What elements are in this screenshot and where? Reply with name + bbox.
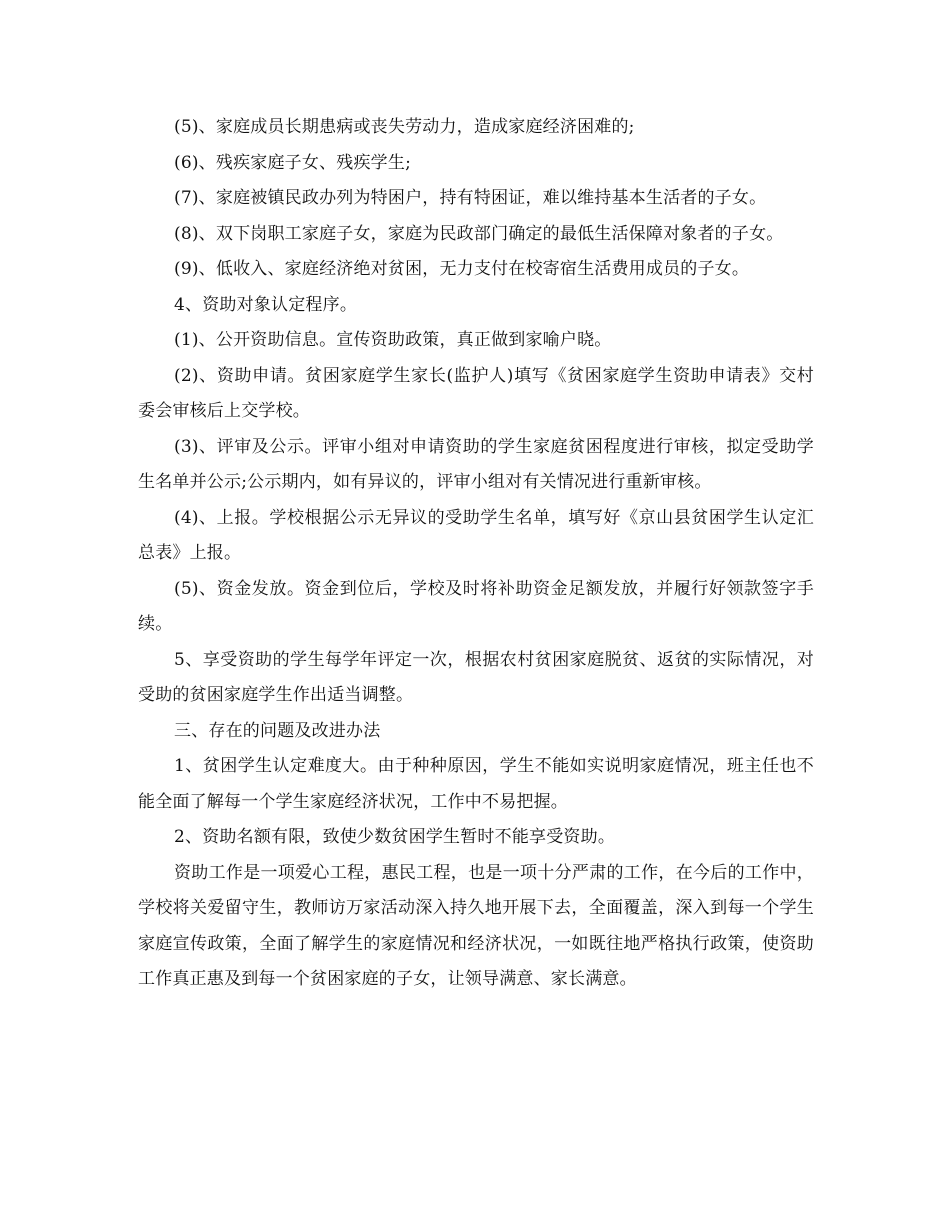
paragraph-step-4-report: (4)、上报。学校根据公示无异议的受助学生名单，填写好《京山县贫困学生认定汇总表》上报。: [138, 507, 814, 563]
paragraph-item-9-low-income: (9)、低收入、家庭经济绝对贫困，无力支付在校寄宿生活费用成员的子女。: [174, 259, 750, 279]
paragraph-step-2-application: (2)、资助申请。贫困家庭学生家长(监护人)填写《贫困家庭学生资助申请表》交村委会审核后上交学校。: [138, 365, 814, 421]
section-heading-problems: 三、存在的问题及改进办法: [174, 720, 381, 741]
document-body: [138, 110, 814, 998]
paragraph-item-6-disabled: (6)、残疾家庭子女、残疾学生;: [174, 152, 412, 173]
section-heading-identification-procedure: 4、资助对象认定程序。: [174, 294, 358, 315]
paragraph-step-3-review: (3)、评审及公示。评审小组对申请资助的学生家庭贫困程度进行审核，拟定受助学生名单并公示;公示期内，如有异议的，评审小组对有关情况进行重新审核。: [138, 436, 814, 492]
paragraph-step-5-disbursement: (5)、资金发放。资金到位后，学校及时将补助资金足额发放，并履行好领款签字手续。: [138, 578, 814, 634]
paragraph-step-1-publicize: (1)、公开资助信息。宣传资助政策，真正做到家喻户晓。: [174, 330, 612, 350]
paragraph-item-5-chronic-illness: (5)、家庭成员长期患病或丧失劳动力，造成家庭经济困难的;: [174, 117, 635, 137]
paragraph-problem-1: 1、贫困学生认定难度大。由于种种原因，学生不能如实说明家庭情况，班主任也不能全面了解每一个学生家庭经济状况，工作中不易把握。: [138, 756, 814, 812]
paragraph-item-7-special-hardship: (7)、家庭被镇民政办列为特困户，持有特困证，难以维持基本生活者的子女。: [174, 188, 767, 208]
paragraph-conclusion: 资助工作是一项爱心工程，惠民工程，也是一项十分严肃的工作，在今后的工作中，学校将关爱留守生，教师访万家活动深入持久地开展下去，全面覆盖，深入到每一个学生家庭宣传政策，全面了解学生的家庭情况和经济状况，一如既往地严格执行政策，使资助工作真正惠及到每一个贫困家庭的子女，让领导满意、家长满意。: [138, 862, 814, 989]
paragraph-annual-review: 5、享受资助的学生每学年评定一次，根据农村贫困家庭脱贫、返贫的实际情况，对受助的贫困家庭学生作出适当调整。: [138, 649, 814, 705]
paragraph-item-8-laid-off-workers: (8)、双下岗职工家庭子女，家庭为民政部门确定的最低生活保障对象者的子女。: [174, 223, 784, 244]
paragraph-problem-2: 2、资助名额有限，致使少数贫困学生暂时不能享受资助。: [174, 827, 616, 847]
